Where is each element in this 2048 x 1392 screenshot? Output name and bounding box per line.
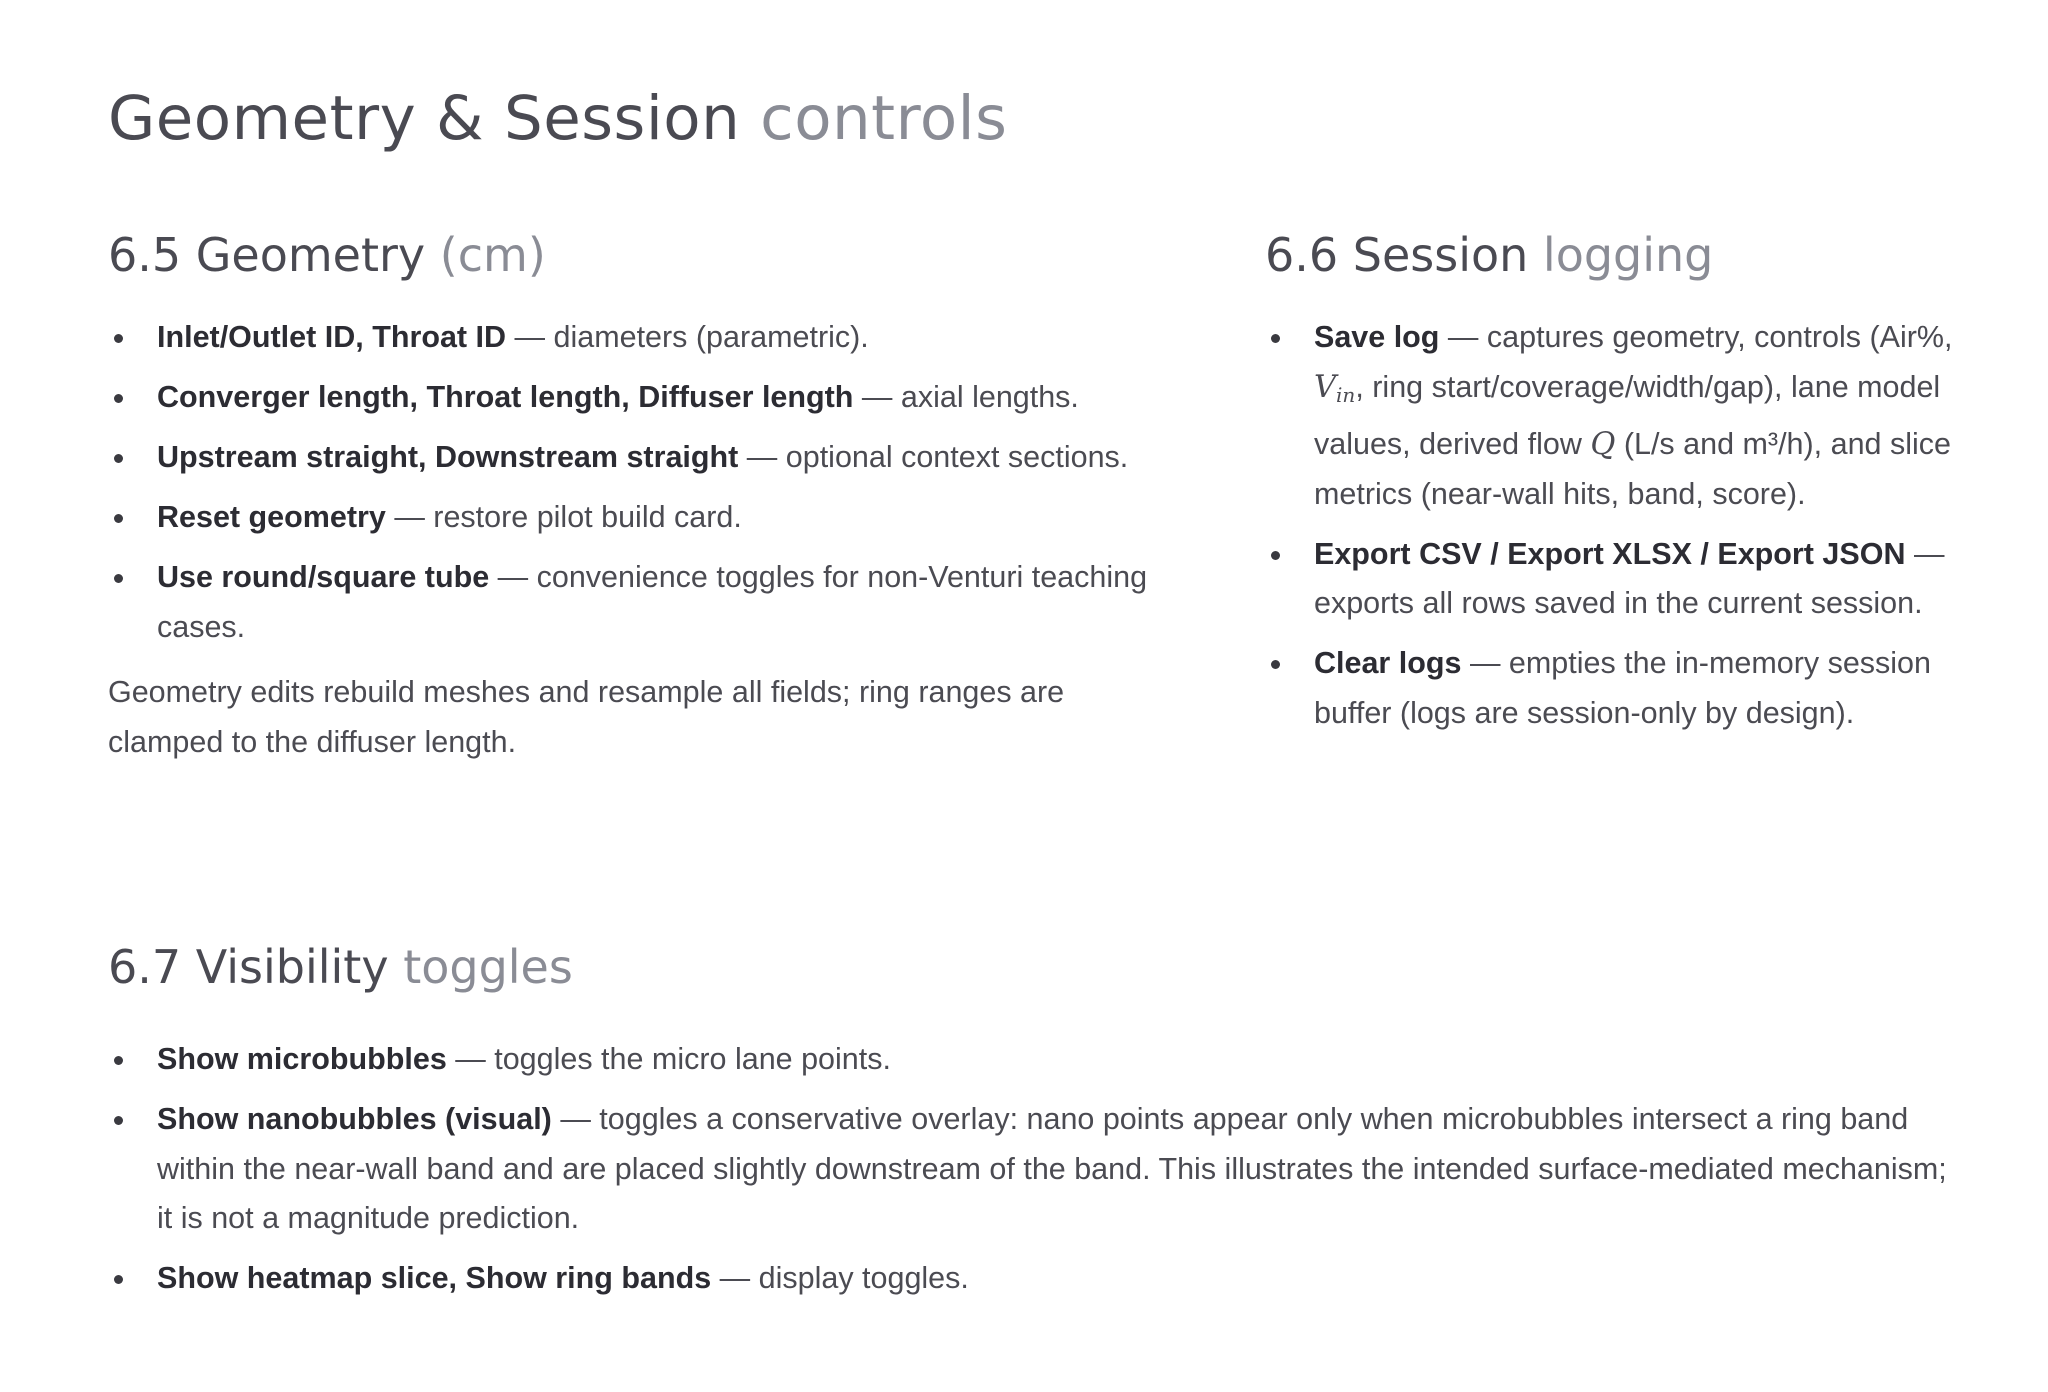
flow-symbol: Q xyxy=(1590,427,1616,463)
geometry-heading-light: (cm) xyxy=(439,228,546,282)
list-item xyxy=(108,1095,1968,1244)
geometry-heading xyxy=(108,228,1198,283)
item-text: — display toggles. xyxy=(711,1261,969,1296)
item-text: — captures geometry, controls (Air%, xyxy=(1439,320,1953,355)
logging-heading-light: logging xyxy=(1542,228,1714,282)
item-text: — diameters (parametric). xyxy=(506,320,869,355)
item-text: , ring start/coverage/width/gap), lane model values, derived flow xyxy=(1314,369,1941,462)
item-text: — convenience toggles for non-Venturi teaching cases. xyxy=(157,560,1148,644)
page-title-main: Geometry & Session xyxy=(108,83,741,154)
visibility-heading-light: toggles xyxy=(403,940,573,994)
item-label: Reset geometry xyxy=(157,500,386,535)
visibility-list xyxy=(108,1035,1968,1304)
item-text: — optional context sections. xyxy=(738,440,1129,475)
logging-section xyxy=(1265,228,1955,749)
geometry-heading-main: 6.5 Geometry xyxy=(108,228,426,282)
list-item xyxy=(108,1254,1968,1304)
geometry-note: Geometry edits rebuild meshes and resample all fields; ring ranges are clamped to the diffuser length. xyxy=(108,675,1065,759)
item-label: Converger length, Throat length, Diffuser length xyxy=(157,380,854,415)
visibility-heading-main: 6.7 Visibility xyxy=(108,940,389,994)
item-label: Export CSV / Export XLSX / Export JSON xyxy=(1314,536,1906,571)
geometry-list xyxy=(108,313,1198,652)
item-label: Inlet/Outlet ID, Throat ID xyxy=(157,320,507,355)
item-text: — empties the in-memory session buffer (logs are session-only by design). xyxy=(1314,646,1931,730)
item-text: — exports all rows saved in the current session. xyxy=(1314,536,1945,621)
item-text: — restore pilot build card. xyxy=(385,500,742,535)
logging-heading xyxy=(1265,228,1955,283)
item-label: Use round/square tube xyxy=(157,560,490,595)
list-item xyxy=(1265,313,1955,519)
list-item xyxy=(108,553,1198,652)
list-item xyxy=(1265,530,1955,629)
page-title-light: controls xyxy=(760,83,1008,154)
velocity-letter: V xyxy=(1314,369,1337,405)
item-label: Show nanobubbles (visual) xyxy=(157,1102,552,1137)
item-text: (L/s and m³/h), and slice metrics (near-wall hits, band, score). xyxy=(1314,427,1951,511)
item-label: Show microbubbles xyxy=(157,1042,447,1077)
item-label: Upstream straight, Downstream straight xyxy=(157,440,739,475)
page-title xyxy=(108,82,1007,155)
velocity-subscript: in xyxy=(1336,382,1356,407)
item-label: Clear logs xyxy=(1314,646,1462,681)
item-text: — axial lengths. xyxy=(853,380,1079,415)
list-item xyxy=(1265,639,1955,738)
visibility-heading xyxy=(108,940,1968,995)
velocity-symbol xyxy=(1314,370,1355,405)
visibility-section xyxy=(108,940,1968,1314)
geometry-section xyxy=(108,228,1198,767)
list-item xyxy=(108,373,1198,423)
logging-heading-main: 6.6 Session xyxy=(1265,228,1529,282)
logging-list xyxy=(1265,313,1955,738)
item-label: Save log xyxy=(1314,320,1440,355)
item-text: — toggles the micro lane points. xyxy=(446,1042,891,1077)
list-item xyxy=(108,493,1198,543)
item-label: Show heatmap slice, Show ring bands xyxy=(157,1261,712,1296)
list-item xyxy=(108,313,1198,363)
item-text: — toggles a conservative overlay: nano points appear only when microbubbles intersect a ring band within the near-wall band and are placed slightly downstream of the band. This illustrates the intended surface-mediated mechanism; it is not a magnitude prediction. xyxy=(157,1102,1947,1236)
list-item xyxy=(108,433,1198,483)
list-item xyxy=(108,1035,1968,1085)
